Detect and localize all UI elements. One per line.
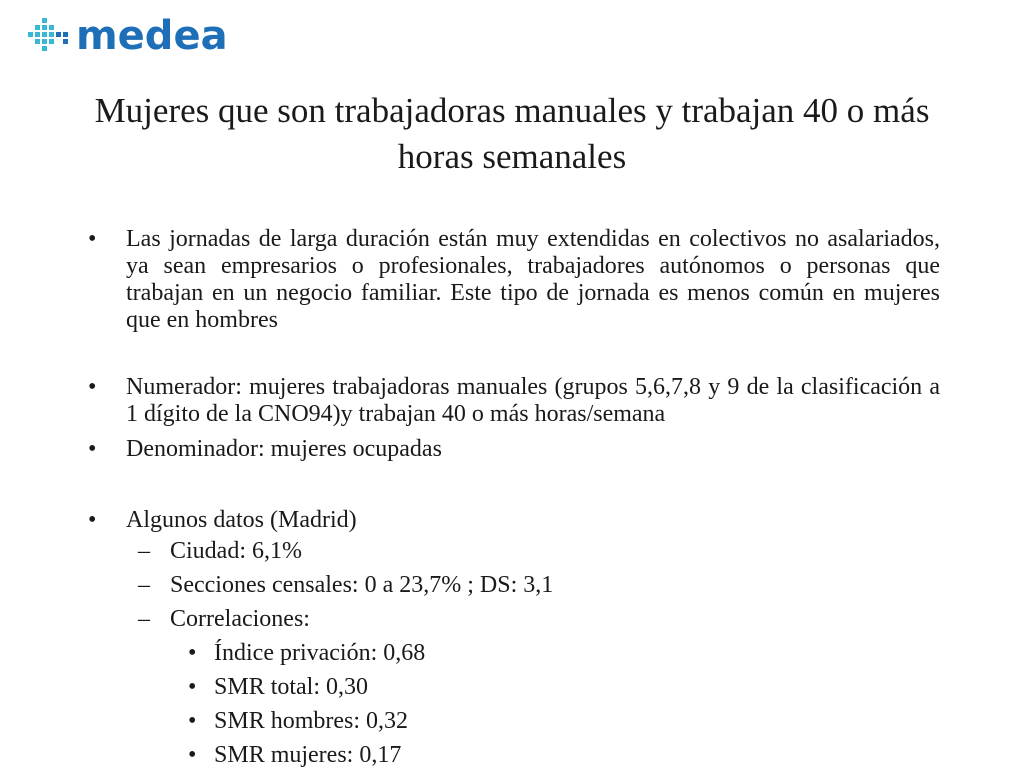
sub-item-text: Ciudad: 6,1% xyxy=(170,538,302,564)
bullet-item xyxy=(84,507,940,534)
correlation-item xyxy=(84,670,940,704)
correlation-text: SMR mujeres: 0,17 xyxy=(214,742,402,768)
bullet-mark: • xyxy=(88,226,97,252)
bullet-item xyxy=(84,436,940,463)
bullet-mark: • xyxy=(188,708,197,734)
bullet-mark: • xyxy=(188,674,197,700)
bullet-text: Numerador: mujeres trabajadoras manuales (grupos 5,6,7,8 y 9 de la clasificación a 1 dígito de la CNO94)y trabajan 40 o más horas/semana xyxy=(126,374,940,427)
bullet-mark: • xyxy=(88,374,97,400)
bullet-item xyxy=(84,226,940,334)
bullet-text: Denominador: mujeres ocupadas xyxy=(126,436,442,462)
sub-item-text: Correlaciones: xyxy=(170,606,310,632)
logo-text: medea xyxy=(76,13,228,59)
correlation-item xyxy=(84,704,940,738)
bullet-text: Algunos datos (Madrid) xyxy=(126,507,357,533)
sub-item-text: Secciones censales: 0 a 23,7% ; DS: 3,1 xyxy=(170,572,554,598)
dash-mark: – xyxy=(138,538,150,564)
correlation-item xyxy=(84,738,940,768)
medea-dots-logo-icon xyxy=(28,14,74,58)
bullet-mark: • xyxy=(88,507,97,533)
sub-item-secciones xyxy=(84,568,940,602)
dash-mark: – xyxy=(138,606,150,632)
bullet-mark: • xyxy=(188,640,197,666)
bullet-item xyxy=(84,374,940,428)
slide-content xyxy=(84,226,940,768)
slide-title: Mujeres que son trabajadoras manuales y trabajan 40 o más horas semanales xyxy=(94,91,930,176)
bullet-mark: • xyxy=(88,436,97,462)
correlation-text: SMR hombres: 0,32 xyxy=(214,708,409,734)
sub-item-ciudad xyxy=(84,534,940,568)
correlation-item xyxy=(84,636,940,670)
correlation-text: Índice privación: 0,68 xyxy=(214,640,426,666)
bullet-mark: • xyxy=(188,742,197,768)
medea-logo xyxy=(28,12,228,60)
correlation-text: SMR total: 0,30 xyxy=(214,674,369,700)
sub-item-correlaciones xyxy=(84,602,940,636)
dash-mark: – xyxy=(138,572,150,598)
bullet-text: Las jornadas de larga duración están muy extendidas en colectivos no asalariados, ya sean empresarios o profesionales, trabajadores autónomos o personas que trabajan en un negocio familiar. Este tipo de jornada es menos común en mujeres que en hombres xyxy=(126,226,940,333)
